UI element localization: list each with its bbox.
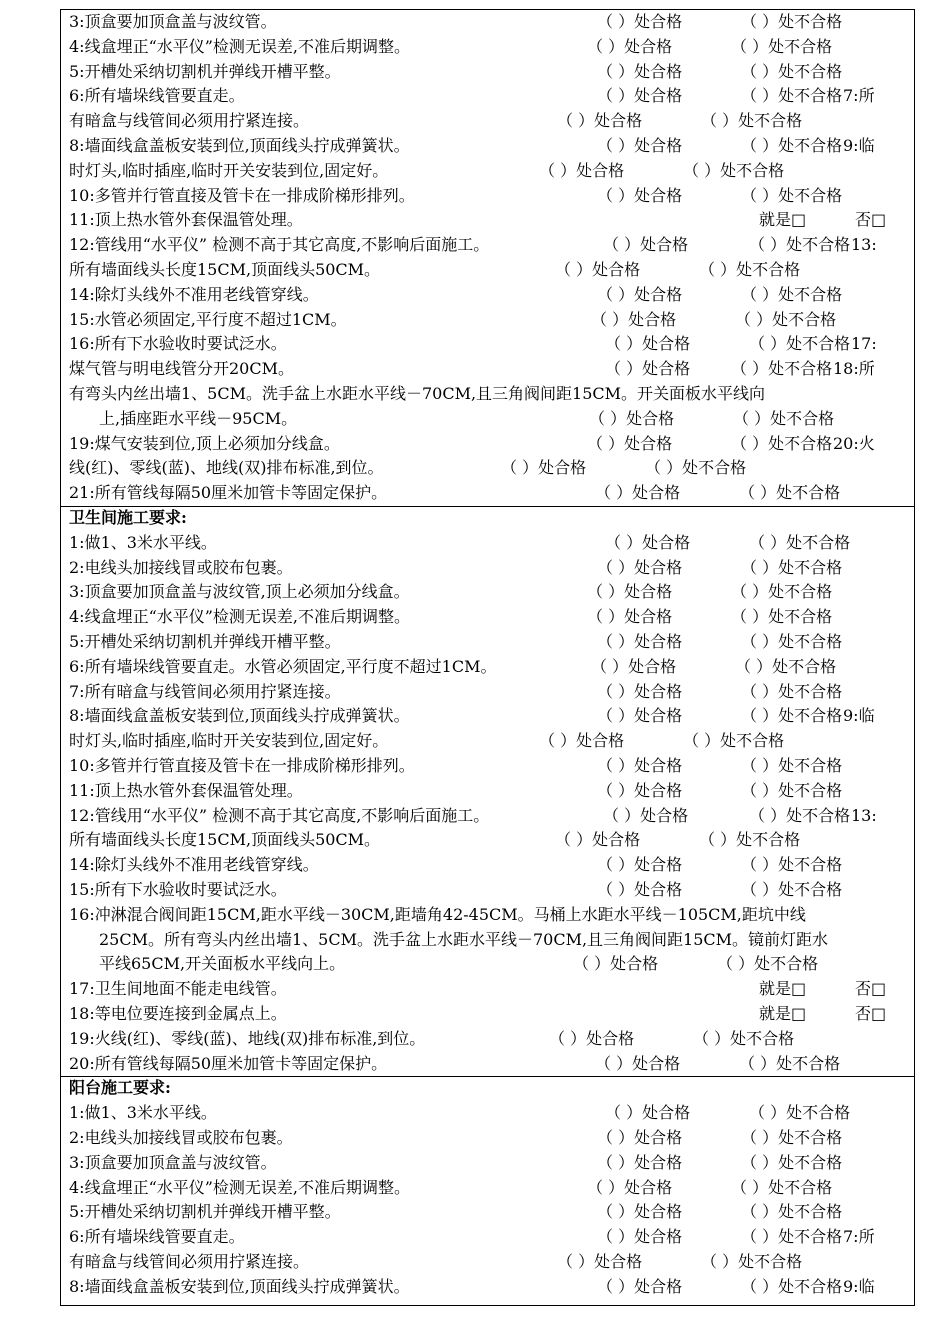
fail-count-field[interactable]: （ ）处不合格 [693,1028,795,1048]
fail-count-field[interactable]: （ ）处不合格 [731,1177,833,1197]
pass-count-field[interactable]: （ ）处合格 [597,12,683,31]
checklist-item [99,952,914,977]
checklist-item [69,680,914,705]
checklist-item [69,481,914,506]
wrapped-text-start: 17: [851,334,877,354]
pass-count-field[interactable]: （ ）处合格 [587,36,673,56]
fail-count-field[interactable]: （ ）处不合格 [741,61,843,81]
checklist-item [69,1275,914,1300]
checklist-item [69,605,914,630]
item-text: 14:除灯头线外不准用老线管穿线。 [69,284,319,304]
fail-count-field[interactable]: （ ）处不合格 [739,483,841,503]
item-text: 所有墙面线头长度15CM,顶面线头50CM。 [69,830,381,850]
fail-count-field[interactable]: （ ）处不合格 [741,12,843,31]
item-text: 16:冲淋混合阀间距15CM,距水平线－30CM,距墙角42-45CM。马桶上水距水平线－105CM,距坑中线 [69,904,806,924]
item-text: 12:管线用“水平仪” 检测不高于其它高度,不影响后面施工。 [69,805,490,825]
pass-count-field[interactable]: （ ）处合格 [603,805,689,825]
pass-count-field[interactable]: （ ）处合格 [605,334,691,354]
no-checkbox[interactable]: 否□ [855,210,887,230]
pass-count-field[interactable]: （ ）处合格 [597,1227,683,1247]
item-text: 3:顶盒要加顶盒盖与波纹管,顶上必须加分线盒。 [69,582,410,602]
checklist-item [69,630,914,655]
inspection-checklist [60,9,915,1306]
fail-count-field[interactable]: （ ）处不合格 [699,260,801,279]
checklist-item [69,878,914,903]
item-text: 3:顶盒要加顶盒盖与波纹管。 [69,1152,277,1172]
pass-count-field[interactable]: （ ）处合格 [597,1152,683,1172]
item-text: 8:墙面线盒盖板安装到位,顶面线头拧成弹簧状。 [69,136,410,155]
section-heading: 阳台施工要求: [69,1078,171,1098]
item-text: 8:墙面线盒盖板安装到位,顶面线头拧成弹簧状。 [69,706,410,726]
fail-count-field[interactable]: （ ）处不合格 [739,1053,841,1073]
yes-checkbox[interactable]: 就是□ [759,210,807,230]
fail-count-field[interactable]: （ ）处不合格 [741,706,843,726]
pass-count-field[interactable]: （ ）处合格 [597,557,683,577]
fail-count-field[interactable]: （ ）处不合格 [741,780,843,800]
wrapped-text-start: 18:所 [833,359,875,379]
checklist-item [69,556,914,581]
pass-count-field[interactable]: （ ）处合格 [597,86,683,106]
item-text: 有弯头内丝出墙1、5CM。洗手盆上水距水平线－70CM,且三角阀间距15CM。开关面板水平线向 [69,384,766,403]
checklist-item [69,109,914,134]
checklist-item [69,903,914,928]
checklist-item [69,308,914,333]
item-text: 8:墙面线盒盖板安装到位,顶面线头拧成弹簧状。 [69,1276,410,1296]
yes-checkbox[interactable]: 就是□ [759,979,807,999]
item-text: 上,插座距水平线－95CM。 [99,408,298,428]
fail-count-field[interactable]: （ ）处不合格 [735,656,837,676]
fail-count-field[interactable]: （ ）处不合格 [741,880,843,899]
item-text: 1:做1、3米水平线。 [69,1103,217,1123]
pass-count-field[interactable]: （ ）处合格 [587,1177,673,1197]
pass-count-field[interactable]: （ ）处合格 [597,681,683,701]
fail-count-field[interactable]: （ ）处不合格 [701,111,803,131]
fail-count-field[interactable]: （ ）处不合格 [735,309,837,329]
pass-count-field[interactable]: （ ）处合格 [573,954,659,974]
pass-count-field[interactable]: （ ）处合格 [597,706,683,726]
checklist-item [69,655,914,680]
fail-count-field[interactable]: （ ）处不合格 [683,731,785,751]
checklist-item [69,159,914,184]
fail-count-field[interactable]: （ ）处不合格 [749,235,851,255]
checklist-item [69,134,914,159]
pass-count-field[interactable]: （ ）处合格 [597,632,683,651]
checklist-item [69,1052,914,1077]
item-text: 19:火线(红)、零线(蓝)、地线(双)排布标准,到位。 [69,1028,426,1048]
item-text: 线(红)、零线(蓝)、地线(双)排布标准,到位。 [69,458,384,478]
pass-count-field[interactable]: （ ）处合格 [557,111,643,131]
pass-count-field[interactable]: （ ）处合格 [597,780,683,800]
pass-count-field[interactable]: （ ）处合格 [597,880,683,899]
fail-count-field[interactable]: （ ）处不合格 [731,607,833,627]
checklist-item [69,357,914,382]
item-text: 21:所有管线每隔50厘米加管卡等固定保护。 [69,483,388,503]
fail-count-field[interactable]: （ ）处不合格 [699,830,801,850]
item-text: 6:所有墙垛线管要直走。水管必须固定,平行度不超过1CM。 [69,656,497,676]
item-text: 2:电线头加接线冒或胶布包裹。 [69,1128,293,1147]
fail-count-field[interactable]: （ ）处不合格 [741,1276,843,1296]
checklist-item [69,1027,914,1052]
pass-count-field[interactable]: （ ）处合格 [605,532,691,552]
item-text: 所有墙面线头长度15CM,顶面线头50CM。 [69,260,381,279]
checklist-item [69,828,914,853]
wrapped-text-start: 13: [851,235,877,255]
checklist-item [69,84,914,109]
fail-count-field[interactable]: （ ）处不合格 [741,632,843,651]
checklist-item [69,977,914,1002]
item-text: 25CM。所有弯头内丝出墙1、5CM。洗手盆上水距水平线－70CM,且三角阀间距15CM。镜前灯距水 [99,929,829,949]
item-text: 4:线盒埋正“水平仪”检测无误差,不准后期调整。 [69,36,411,56]
fail-count-field[interactable]: （ ）处不合格 [749,532,851,552]
fail-count-field[interactable]: （ ）处不合格 [741,756,843,775]
checklist-item [69,1225,914,1250]
item-text: 5:开槽处采纳切割机并弹线开槽平整。 [69,1202,341,1222]
pass-count-field[interactable]: （ ）处合格 [605,359,691,379]
checklist-item [69,283,914,308]
wrapped-text-start: 9:临 [843,706,875,726]
checklist-item [69,1250,914,1275]
item-text: 5:开槽处采纳切割机并弹线开槽平整。 [69,61,341,81]
checklist-item [69,1176,914,1201]
item-text: 20:所有管线每隔50厘米加管卡等固定保护。 [69,1053,388,1073]
fail-count-field[interactable]: （ ）处不合格 [731,36,833,56]
checklist-item [69,853,914,878]
item-text: 时灯头,临时插座,临时开关安装到位,固定好。 [69,160,389,180]
pass-count-field[interactable]: （ ）处合格 [539,731,625,751]
checklist-item [69,1151,914,1176]
fail-count-field[interactable]: （ ）处不合格 [741,284,843,304]
pass-count-field[interactable]: （ ）处合格 [597,855,683,875]
checklist-item [69,779,914,804]
item-text: 16:所有下水验收时要试泛水。 [69,334,287,354]
item-text: 4:线盒埋正“水平仪”检测无误差,不准后期调整。 [69,1177,411,1197]
item-text: 15:所有下水验收时要试泛水。 [69,880,287,899]
checklist-item [69,1002,914,1027]
checklist-item [69,258,914,283]
item-text: 11:顶上热水管外套保温管处理。 [69,210,303,230]
item-text: 19:煤气安装到位,顶上必须加分线盒。 [69,433,340,453]
wrapped-text-start: 7:所 [843,1227,875,1247]
checklist-item [69,804,914,829]
wrapped-text-start: 9:临 [843,136,875,155]
fail-count-field[interactable]: （ ）处不合格 [733,408,835,428]
item-text: 3:顶盒要加顶盒盖与波纹管。 [69,12,277,31]
pass-count-field[interactable]: （ ）处合格 [549,1028,635,1048]
fail-count-field[interactable]: （ ）处不合格 [749,805,851,825]
checklist-item [99,407,914,432]
checklist-item [69,382,914,407]
checklist-item [69,10,914,35]
item-text: 18:等电位要连接到金属点上。 [69,1004,287,1023]
wrapped-text-start: 9:临 [843,1276,875,1296]
checklist-item [69,729,914,754]
section-heading: 卫生间施工要求: [69,508,187,527]
fail-count-field[interactable]: （ ）处不合格 [749,334,851,354]
checklist-item [69,184,914,209]
pass-count-field[interactable]: （ ）处合格 [603,235,689,255]
pass-count-field[interactable]: （ ）处合格 [501,458,587,478]
pass-count-field[interactable]: （ ）处合格 [557,1252,643,1271]
no-checkbox[interactable]: 否□ [855,1004,887,1023]
pass-count-field[interactable]: （ ）处合格 [597,136,683,155]
item-text: 有暗盒与线管间必须用拧紧连接。 [69,111,310,131]
pass-count-field[interactable]: （ ）处合格 [597,1276,683,1296]
checklist-item [69,233,914,258]
fail-count-field[interactable]: （ ）处不合格 [741,681,843,701]
checklist-item [69,1101,914,1126]
item-text: 6:所有墙垛线管要直走。 [69,86,245,106]
wrapped-text-start: 20:火 [833,433,875,453]
wrapped-text-start: 13: [851,805,877,825]
item-text: 7:所有暗盒与线管间必须用拧紧连接。 [69,681,341,701]
item-text: 12:管线用“水平仪” 检测不高于其它高度,不影响后面施工。 [69,235,490,255]
item-text: 有暗盒与线管间必须用拧紧连接。 [69,1252,310,1271]
item-text: 2:电线头加接线冒或胶布包裹。 [69,557,293,577]
pass-count-field[interactable]: （ ）处合格 [597,1202,683,1222]
checklist-item [69,704,914,729]
pass-count-field[interactable]: （ ）处合格 [591,656,677,676]
checklist-item [69,35,914,60]
fail-count-field[interactable]: （ ）处不合格 [741,855,843,875]
pass-count-field[interactable]: （ ）处合格 [597,284,683,304]
fail-count-field[interactable]: （ ）处不合格 [645,458,747,478]
fail-count-field[interactable]: （ ）处不合格 [741,1202,843,1222]
pass-count-field[interactable]: （ ）处合格 [539,160,625,180]
fail-count-field[interactable]: （ ）处不合格 [731,359,833,379]
item-text: 10:多管并行管直接及管卡在一排成阶梯形排列。 [69,185,415,205]
item-text: 4:线盒埋正“水平仪”检测无误差,不准后期调整。 [69,607,411,627]
fail-count-field[interactable]: （ ）处不合格 [731,582,833,602]
pass-count-field[interactable]: （ ）处合格 [591,309,677,329]
fail-count-field[interactable]: （ ）处不合格 [741,185,843,205]
fail-count-field[interactable]: （ ）处不合格 [683,160,785,180]
fail-count-field[interactable]: （ ）处不合格 [741,86,843,106]
no-checkbox[interactable]: 否□ [855,979,887,999]
item-text: 15:水管必须固定,平行度不超过1CM。 [69,309,347,329]
pass-count-field[interactable]: （ ）处合格 [587,607,673,627]
item-text: 17:卫生间地面不能走电线管。 [69,979,287,999]
item-text: 11:顶上热水管外套保温管处理。 [69,780,303,800]
fail-count-field[interactable]: （ ）处不合格 [741,136,843,155]
fail-count-field[interactable]: （ ）处不合格 [741,1128,843,1147]
pass-count-field[interactable]: （ ）处合格 [597,1128,683,1147]
checklist-item [69,531,914,556]
pass-count-field[interactable]: （ ）处合格 [587,582,673,602]
pass-count-field[interactable]: （ ）处合格 [587,433,673,453]
fail-count-field[interactable]: （ ）处不合格 [731,433,833,453]
pass-count-field[interactable]: （ ）处合格 [597,756,683,775]
item-text: 1:做1、3米水平线。 [69,532,217,552]
checklist-item [69,1126,914,1151]
pass-count-field[interactable]: （ ）处合格 [605,1103,691,1123]
fail-count-field[interactable]: （ ）处不合格 [749,1103,851,1123]
checklist-item [69,456,914,481]
checklist-item [69,1200,914,1225]
pass-count-field[interactable]: （ ）处合格 [555,830,641,850]
checklist-item [69,580,914,605]
item-text: 14:除灯头线外不准用老线管穿线。 [69,855,319,875]
pass-count-field[interactable]: （ ）处合格 [555,260,641,279]
pass-count-field[interactable]: （ ）处合格 [595,483,681,503]
checklist-item [69,432,914,457]
item-text: 5:开槽处采纳切割机并弹线开槽平整。 [69,632,341,651]
pass-count-field[interactable]: （ ）处合格 [597,185,683,205]
checklist-item [69,60,914,85]
fail-count-field[interactable]: （ ）处不合格 [741,557,843,577]
pass-count-field[interactable]: （ ）处合格 [595,1053,681,1073]
fail-count-field[interactable]: （ ）处不合格 [717,954,819,974]
item-text: 6:所有墙垛线管要直走。 [69,1227,245,1247]
pass-count-field[interactable]: （ ）处合格 [589,408,675,428]
fail-count-field[interactable]: （ ）处不合格 [701,1252,803,1271]
item-text: 时灯头,临时插座,临时开关安装到位,固定好。 [69,731,389,751]
checklist-item [69,208,914,233]
item-text: 煤气管与明电线管分开20CM。 [69,359,294,379]
item-text: 10:多管并行管直接及管卡在一排成阶梯形排列。 [69,756,415,775]
item-text: 平线65CM,开关面板水平线向上。 [99,954,346,974]
checklist-item [69,754,914,779]
yes-checkbox[interactable]: 就是□ [759,1004,807,1023]
wrapped-text-start: 7:所 [843,86,875,106]
fail-count-field[interactable]: （ ）处不合格 [741,1227,843,1247]
pass-count-field[interactable]: （ ）处合格 [597,61,683,81]
checklist-item [99,928,914,953]
fail-count-field[interactable]: （ ）处不合格 [741,1152,843,1172]
checklist-item [69,332,914,357]
